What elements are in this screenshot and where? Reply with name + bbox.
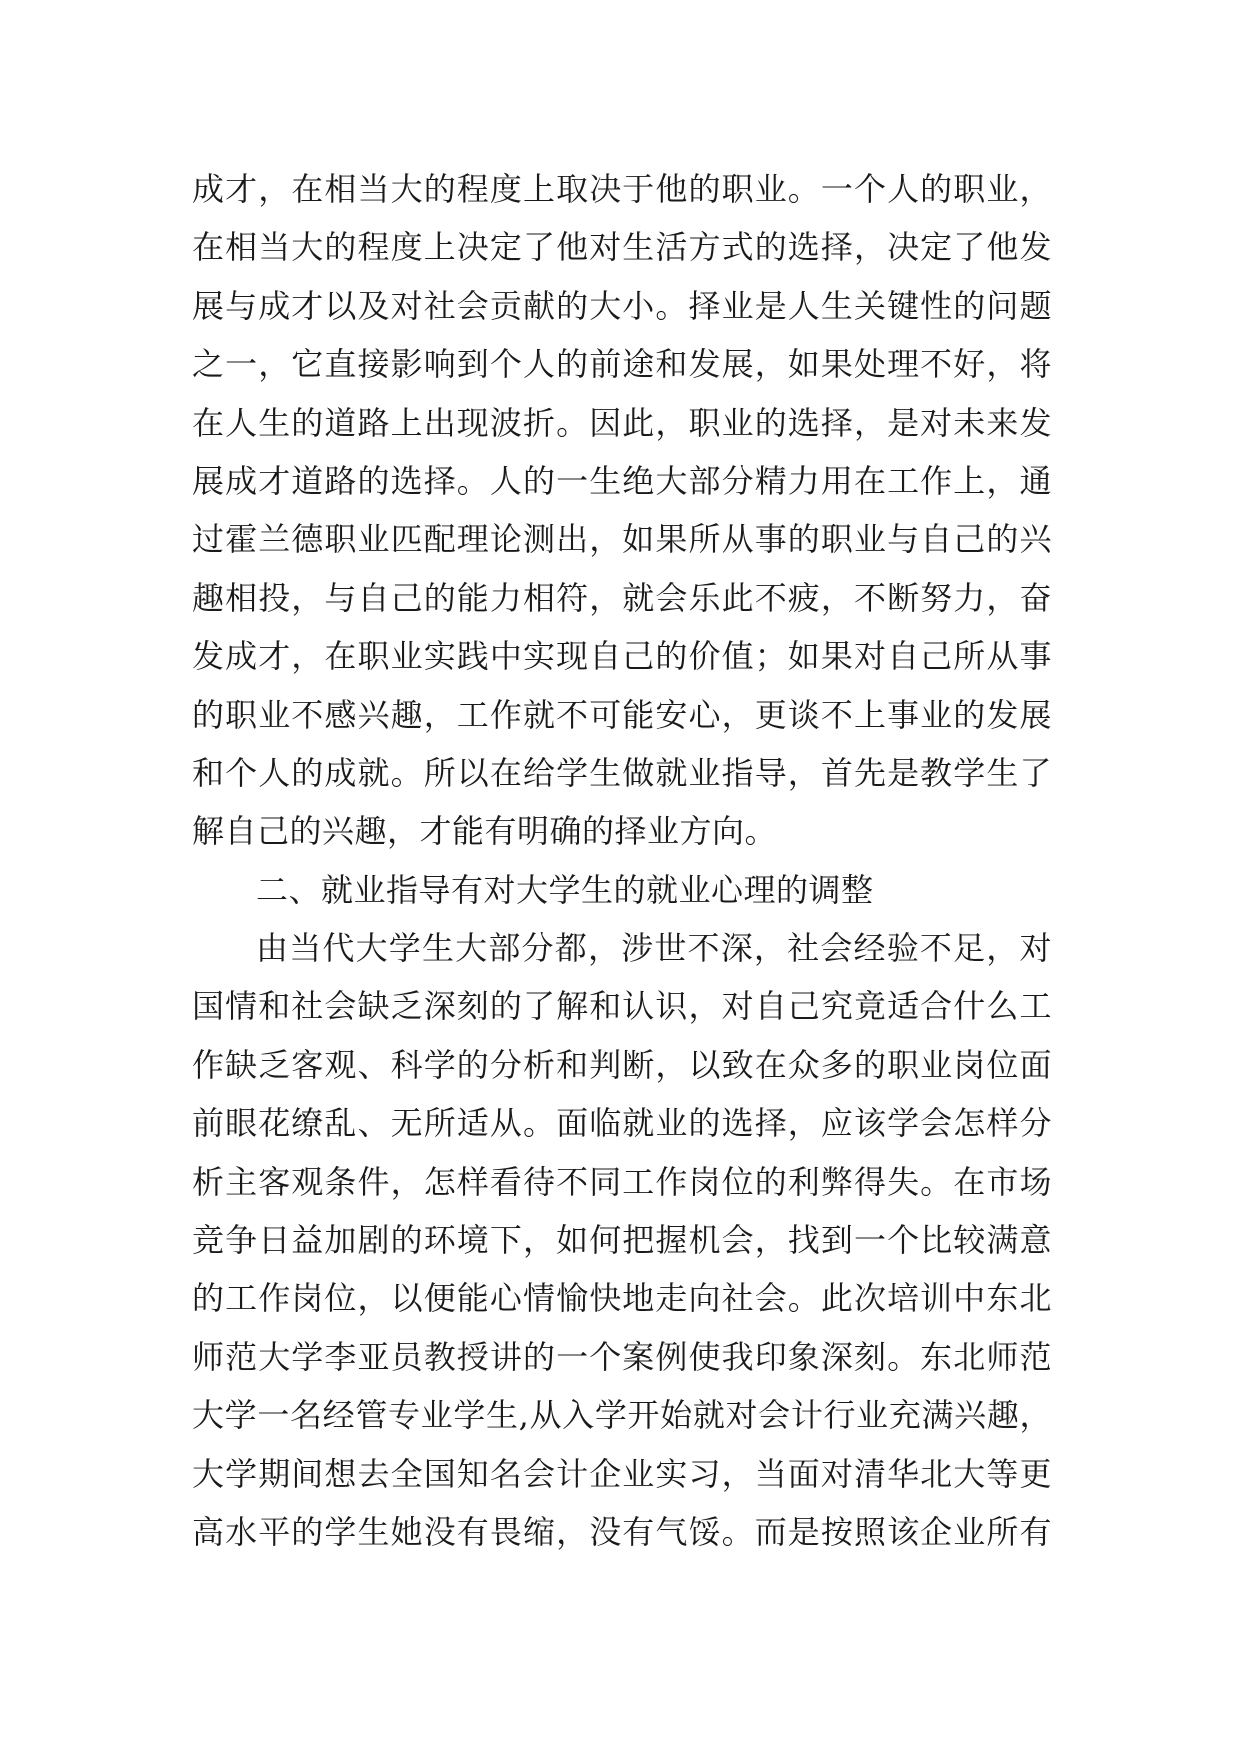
text-line: 作缺乏客观、科学的分析和判断，以致在众多的职业岗位面 — [192, 1045, 1052, 1084]
text-line: 发成才，在职业实践中实现自己的价值；如果对自己所从事 — [192, 637, 1052, 676]
text-line: 大学一名经管专业学生,从入学开始就对会计行业充满兴趣， — [192, 1396, 1052, 1435]
section-heading — [192, 861, 1052, 919]
text-line: 前眼花缭乱、无所适从。面临就业的选择，应该学会怎样分 — [192, 1104, 1052, 1143]
text-line: 高水平的学生她没有畏缩，没有气馁。而是按照该企业所有 — [192, 1512, 1052, 1551]
text-line: 展与成才以及对社会贡献的大小。择业是人生关键性的问题 — [192, 286, 1052, 325]
text-line: 在人生的道路上出现波折。因此，职业的选择，是对未来发 — [192, 403, 1052, 442]
document-body — [192, 160, 1052, 1561]
heading-line: 二、就业指导有对大学生的就业心理的调整 — [256, 870, 874, 909]
text-line: 和个人的成就。所以在给学生做就业指导，首先是教学生了 — [192, 753, 1052, 792]
text-line: 由当代大学生大部分都，涉世不深，社会经验不足，对 — [256, 929, 1052, 968]
text-line: 的工作岗位，以便能心情愉快地走向社会。此次培训中东北 — [192, 1279, 1052, 1318]
text-line: 国情和社会缺乏深刻的了解和认识，对自己究竟适合什么工 — [192, 987, 1052, 1026]
text-line: 展成才道路的选择。人的一生绝大部分精力用在工作上，通 — [192, 461, 1052, 500]
text-line: 之一，它直接影响到个人的前途和发展，如果处理不好，将 — [192, 345, 1052, 384]
text-line: 解自己的兴趣，才能有明确的择业方向。 — [192, 812, 778, 851]
text-line: 竞争日益加剧的环境下，如何把握机会，找到一个比较满意 — [192, 1221, 1052, 1260]
text-line: 成才，在相当大的程度上取决于他的职业。一个人的职业， — [192, 170, 1052, 208]
text-line: 趣相投，与自己的能力相符，就会乐此不疲，不断努力，奋 — [192, 578, 1052, 617]
text-line: 析主客观条件，怎样看待不同工作岗位的利弊得失。在市场 — [192, 1162, 1052, 1201]
body-paragraph — [192, 160, 1052, 861]
text-line: 的职业不感兴趣，工作就不可能安心，更谈不上事业的发展 — [192, 695, 1052, 734]
text-line: 师范大学李亚员教授讲的一个案例使我印象深刻。东北师范 — [192, 1337, 1052, 1376]
text-line: 大学期间想去全国知名会计企业实习，当面对清华北大等更 — [192, 1454, 1052, 1493]
body-paragraph — [192, 919, 1052, 1561]
text-line: 在相当大的程度上决定了他对生活方式的选择，决定了他发 — [192, 228, 1052, 267]
text-line: 过霍兰德职业匹配理论测出，如果所从事的职业与自己的兴 — [192, 520, 1052, 559]
